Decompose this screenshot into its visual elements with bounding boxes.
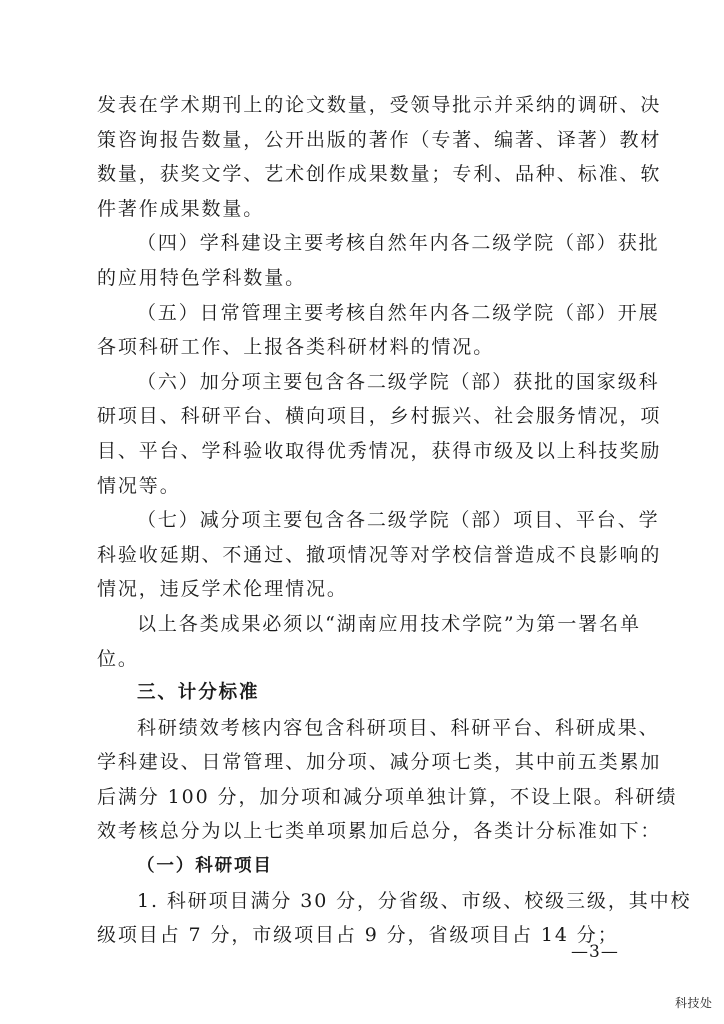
body-text-line: 位。	[97, 647, 139, 670]
body-text-line: 的应用特色学科数量。	[97, 266, 307, 289]
body-text-line: 发表在学术期刊上的论文数量，受领导批示并采纳的调研、决	[97, 94, 662, 116]
body-text-line: 策咨询报告数量，公开出版的著作（专著、编著、译著）教材	[97, 128, 662, 151]
body-text-line: 目、平台、学科验收取得优秀情况，获得市级及以上科技奖励	[97, 439, 662, 462]
body-text-line: （六）加分项主要包含各二级学院（部）获批的国家级科	[137, 370, 660, 393]
document-body	[97, 88, 692, 953]
body-text-line: 数量，获奖文学、艺术创作成果数量；专利、品种、标准、软	[97, 163, 662, 186]
section-heading: 三、计分标准	[137, 682, 260, 704]
body-text-line: 科验收延期、不通过、撤项情况等对学校信誉造成不良影响的	[97, 543, 662, 566]
body-text-line: 后满分 100 分，加分项和减分项单独计算，不设上限。科研绩	[97, 785, 678, 808]
body-text-line: 科研绩效考核内容包含科研项目、科研平台、科研成果、	[137, 716, 660, 739]
body-text-line: 各项科研工作、上报各类科研材料的情况。	[97, 336, 495, 359]
body-text-line: （七）减分项主要包含各二级学院（部）项目、平台、学	[137, 509, 660, 532]
body-text-line: 学科建设、日常管理、加分项、减分项七类，其中前五类累加	[97, 751, 662, 774]
body-text-line: 情况等。	[97, 474, 181, 497]
body-text-line: 研项目、科研平台、横向项目，乡村振兴、社会服务情况，项	[97, 405, 662, 428]
body-text-line: 效考核总分为以上七类单项累加后总分，各类计分标准如下：	[97, 820, 662, 843]
sub-heading: （一）科研项目	[137, 856, 273, 877]
body-text-line: 以上各类成果必须以“湖南应用技术学院”为第一署名单	[137, 612, 641, 635]
body-text-line: （四）学科建设主要考核自然年内各二级学院（部）获批	[137, 232, 660, 255]
body-text-line: 1. 科研项目满分 30 分，分省级、市级、校级三级，其中校	[137, 889, 692, 912]
body-text-line: 级项目占 7 分，市级项目占 9 分，省级项目占 14 分；	[97, 924, 619, 947]
body-text-line: （五）日常管理主要考核自然年内各二级学院（部）开展	[137, 301, 660, 324]
page-number: —3—	[571, 942, 619, 962]
department-label: 科技处	[675, 996, 713, 1010]
body-text-line: 情况，违反学术伦理情况。	[97, 578, 348, 601]
body-text-line: 件著作成果数量。	[97, 197, 265, 220]
